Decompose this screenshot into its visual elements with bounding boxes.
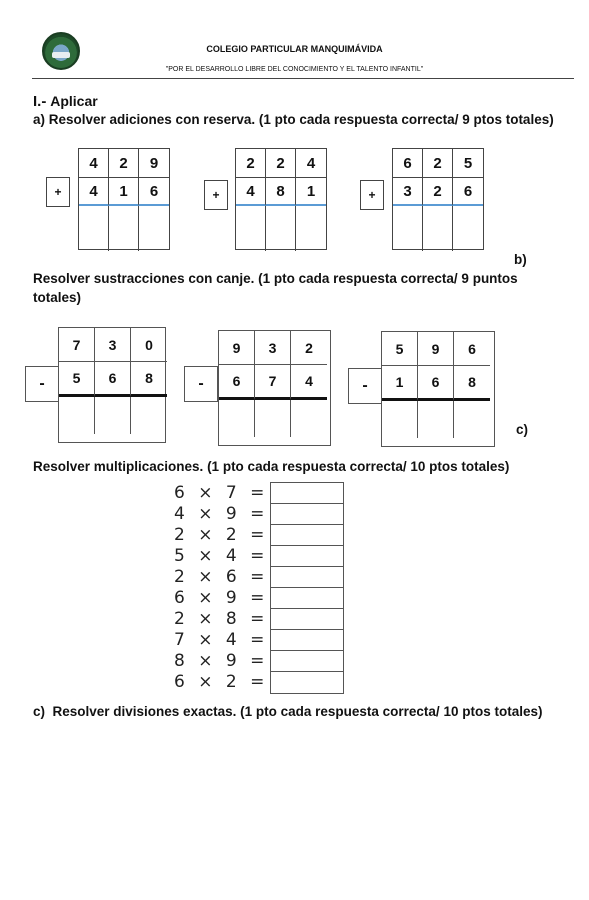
subtraction-grid-2 [218, 330, 331, 446]
part-b-marker: b) [514, 252, 527, 267]
digit: 9 [418, 332, 454, 366]
multiplication-item: 8 × 9 = [174, 651, 269, 671]
digit: 3 [255, 331, 291, 365]
answer-cell[interactable] [453, 206, 483, 251]
multiplication-item: 2 × 8 = [174, 609, 269, 629]
answer-cell[interactable] [139, 206, 169, 251]
answer-box[interactable] [271, 483, 343, 504]
answer-cell[interactable] [418, 401, 454, 438]
answer-cell[interactable] [454, 401, 490, 438]
digit: 6 [219, 365, 255, 400]
answer-cell[interactable] [109, 206, 139, 251]
minus-sign-box: - [348, 368, 382, 404]
digit: 5 [382, 332, 418, 366]
school-motto: "POR EL DESARROLLO LIBRE DEL CONOCIMIENTO Y EL TALENTO INFANTIL" [165, 66, 424, 73]
digit: 4 [296, 149, 326, 178]
part-d-instruction: c) Resolver divisiones exactas. (1 pto cada respuesta correcta/ 10 ptos totales) [33, 704, 543, 719]
answer-box[interactable] [271, 546, 343, 567]
digit: 2 [236, 149, 266, 178]
digit: 2 [291, 331, 327, 365]
digit: 5 [59, 362, 95, 397]
multiplication-item: 6 × 7 = [174, 483, 269, 503]
digit: 7 [255, 365, 291, 400]
answer-cell[interactable] [219, 400, 255, 437]
digit: 2 [266, 149, 296, 178]
answer-cell[interactable] [423, 206, 453, 251]
answer-box[interactable] [271, 672, 343, 693]
digit: 7 [59, 328, 95, 362]
digit: 0 [131, 328, 167, 362]
digit: 1 [296, 178, 326, 206]
plus-sign-box: + [204, 180, 228, 210]
digit: 6 [139, 178, 169, 206]
answer-box[interactable] [271, 651, 343, 672]
digit: 8 [266, 178, 296, 206]
answer-box[interactable] [271, 588, 343, 609]
answer-box[interactable] [271, 504, 343, 525]
digit: 6 [453, 178, 483, 206]
digit: 4 [79, 149, 109, 178]
addition-grid-1 [78, 148, 170, 250]
digit: 6 [95, 362, 131, 397]
section-heading [33, 93, 98, 110]
answer-cell[interactable] [79, 206, 109, 251]
plus-sign-box: + [360, 180, 384, 210]
digit: 6 [418, 366, 454, 401]
answer-box[interactable] [271, 630, 343, 651]
digit: 2 [423, 149, 453, 178]
minus-sign-box: - [184, 366, 218, 402]
section-title: Aplicar [50, 93, 98, 109]
answer-cell[interactable] [255, 400, 291, 437]
plus-sign-box: + [46, 177, 70, 207]
digit: 5 [453, 149, 483, 178]
digit: 1 [382, 366, 418, 401]
part-a-instruction: a) Resolver adiciones con reserva. (1 pto cada respuesta correcta/ 9 ptos totales) [33, 112, 554, 127]
digit: 1 [109, 178, 139, 206]
digit: 9 [219, 331, 255, 365]
school-name: COLEGIO PARTICULAR MANQUIMÁVIDA [206, 44, 383, 54]
answer-cell[interactable] [296, 206, 326, 251]
digit: 3 [95, 328, 131, 362]
digit: 8 [454, 366, 490, 401]
multiplication-item: 5 × 4 = [174, 546, 269, 566]
answer-box[interactable] [271, 525, 343, 546]
part-b-instruction: Resolver sustracciones con canje. (1 pto cada respuesta correcta/ 9 puntos [33, 271, 518, 286]
digit: 9 [139, 149, 169, 178]
multiplication-item: 6 × 2 = [174, 672, 269, 692]
digit: 4 [236, 178, 266, 206]
addition-grid-3 [392, 148, 484, 250]
subtraction-grid-3 [381, 331, 495, 447]
multiplication-item: 7 × 4 = [174, 630, 269, 650]
answer-cell[interactable] [95, 397, 131, 434]
answer-cell[interactable] [131, 397, 167, 434]
answer-cell[interactable] [382, 401, 418, 438]
addition-grid-2 [235, 148, 327, 250]
digit: 3 [393, 178, 423, 206]
answer-box[interactable] [271, 567, 343, 588]
part-c-marker: c) [516, 422, 529, 437]
digit: 4 [291, 365, 327, 400]
part-b-instruction-cont: totales) [33, 290, 82, 305]
answer-cell[interactable] [266, 206, 296, 251]
section-numeral: I.- [33, 93, 47, 110]
digit: 6 [454, 332, 490, 366]
multiplication-answer-column [270, 482, 344, 694]
answer-cell[interactable] [59, 397, 95, 434]
answer-cell[interactable] [393, 206, 423, 251]
digit: 4 [79, 178, 109, 206]
subtraction-grid-1 [58, 327, 166, 443]
multiplication-item: 2 × 2 = [174, 525, 269, 545]
header-divider [32, 78, 574, 79]
digit: 6 [393, 149, 423, 178]
answer-cell[interactable] [291, 400, 327, 437]
multiplication-item: 2 × 6 = [174, 567, 269, 587]
answer-cell[interactable] [236, 206, 266, 251]
multiplication-item: 6 × 9 = [174, 588, 269, 608]
digit: 2 [423, 178, 453, 206]
multiplication-item: 4 × 9 = [174, 504, 269, 524]
digit: 8 [131, 362, 167, 397]
answer-box[interactable] [271, 609, 343, 630]
part-c-instruction: Resolver multiplicaciones. (1 pto cada respuesta correcta/ 10 ptos totales) [33, 459, 510, 474]
digit: 2 [109, 149, 139, 178]
minus-sign-box: - [25, 366, 59, 402]
